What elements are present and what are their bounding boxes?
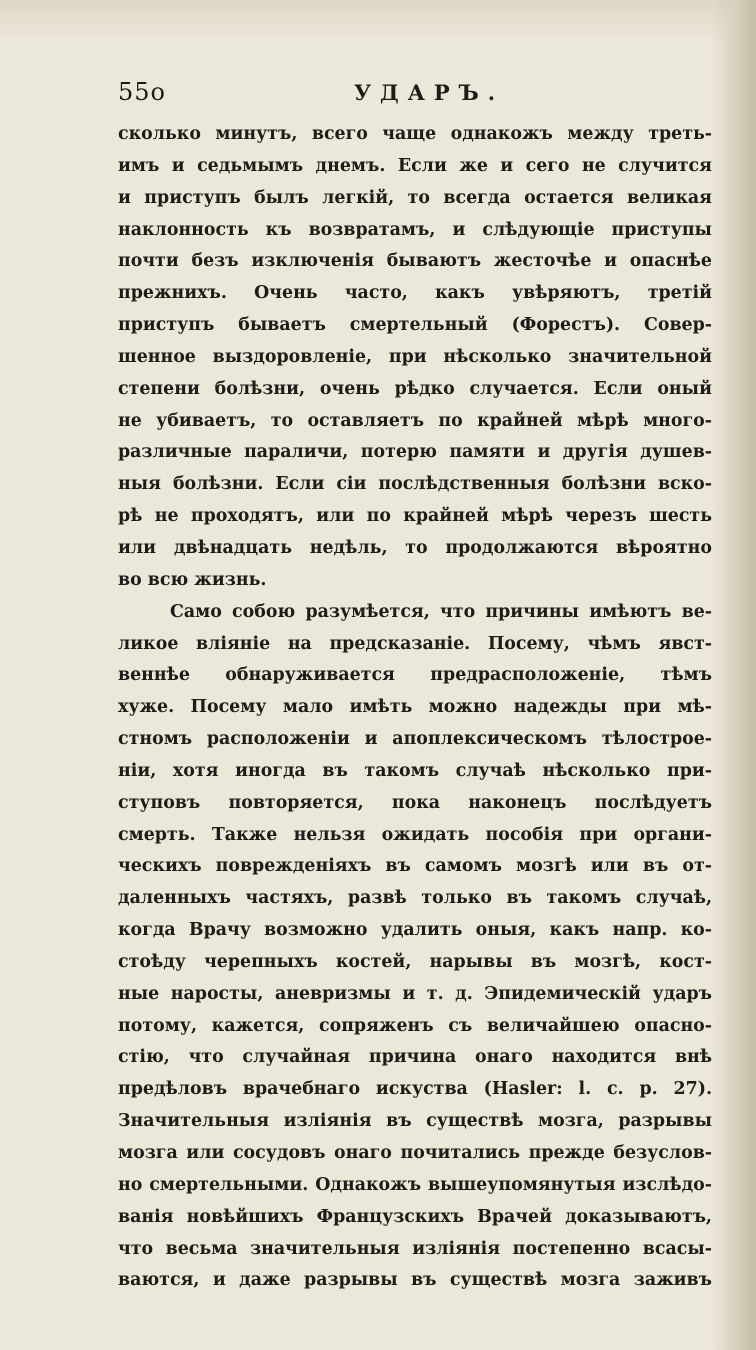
- text-line: степени болѣзни, очень рѣдко случается. Если оный: [118, 378, 712, 399]
- page-header: [118, 78, 718, 118]
- text-line: приступъ бываетъ смертельный (Форестъ). Совер-: [118, 315, 712, 336]
- text-line: или двѣнадцать недѣль, то продолжаются вѣроятно: [118, 537, 712, 558]
- text-line: хуже. Посему мало имѣть можно надежды при мѣ-: [118, 697, 712, 718]
- page-top-shadow: [0, 0, 756, 40]
- text-line: ваются, и даже разрывы въ существѣ мозга заживъ: [118, 1270, 712, 1291]
- text-line: что весьма значительныя изліянія постепенно всасы-: [118, 1238, 712, 1259]
- text-line: стномъ расположеніи и апоплексическомъ тѣлострое-: [118, 729, 712, 750]
- text-line: ванія новѣйшихъ Французскихъ Врачей доказываютъ,: [118, 1206, 712, 1227]
- text-line: не убиваетъ, то оставляетъ по крайней мѣрѣ много-: [118, 410, 712, 431]
- text-line: различные параличи, потерю памяти и другія душев-: [118, 442, 712, 463]
- text-line: рѣ не проходятъ, или по крайней мѣрѣ черезъ шесть: [118, 506, 712, 527]
- text-line: ликое вліяніе на предсказаніе. Посему, чѣмъ явст-: [118, 633, 712, 654]
- text-line: даленныхъ частяхъ, развѣ только въ такомъ случаѣ,: [118, 888, 712, 909]
- text-line: стоѣду черепныхъ костей, нарывы въ мозгѣ, кост-: [118, 951, 712, 972]
- text-line: прежнихъ. Очень часто, какъ увѣряютъ, третій: [118, 283, 712, 304]
- text-line: но смертельными. Однакожъ вышеупомянутыя изслѣдо-: [118, 1174, 712, 1195]
- text-line: ческихъ поврежденіяхъ въ самомъ мозгѣ или въ от-: [118, 856, 712, 877]
- text-line: ніи, хотя иногда въ такомъ случаѣ нѣсколько при-: [118, 760, 712, 781]
- text-line: сколько минутъ, всего чаще однакожъ между треть-: [118, 124, 712, 144]
- text-line: ные наросты, аневризмы и т. д. Эпидемическій ударъ: [118, 983, 712, 1004]
- text-line: стію, что случайная причина онаго находится внѣ: [118, 1047, 712, 1068]
- text-line: ныя болѣзни. Если сіи послѣдственныя болѣзни вско-: [118, 474, 712, 495]
- paragraph-start-line: Само собою разумѣется, что причины имѣютъ ве-: [170, 601, 712, 622]
- text-line: мозга или сосудовъ онаго почитались прежде безуслов-: [118, 1143, 712, 1163]
- text-line: смерть. Также нельзя ожидать пособія при органи-: [118, 824, 712, 845]
- text-line: наклонность къ возвратамъ, и слѣдующіе приступы: [118, 219, 712, 240]
- body-text: [118, 119, 712, 1297]
- text-line: имъ и седьмымъ днемъ. Если же и сего не случится: [118, 155, 712, 176]
- text-line: веннѣе обнаруживается предрасположеніе, тѣмъ: [118, 665, 712, 686]
- text-line: почти безъ изключенія бываютъ жесточѣе и опаснѣе: [118, 251, 712, 272]
- text-line: шенное выздоровленіе, при нѣсколько значительной: [118, 346, 712, 367]
- running-head: УДАРЪ.: [354, 80, 505, 105]
- text-line: и приступъ былъ легкій, то всегда остается великая: [118, 187, 712, 208]
- page-number: 55о: [118, 78, 166, 106]
- text-line: предѣловъ врачебнаго искуства (Hasler: l. c. p. 27).: [118, 1079, 712, 1100]
- text-line: Значительныя изліянія въ существѣ мозга, разрывы: [118, 1111, 712, 1132]
- page-edge-shadow: [712, 0, 756, 1350]
- text-line: когда Врачу возможно удалить оныя, какъ напр. ко-: [118, 920, 712, 941]
- text-line: потому, кажется, сопряженъ съ величайшею опасно-: [118, 1015, 712, 1036]
- text-line: ступовъ повторяется, пока наконецъ послѣдуетъ: [118, 792, 712, 813]
- paragraph-end-line: во всю жизнь.: [118, 569, 267, 590]
